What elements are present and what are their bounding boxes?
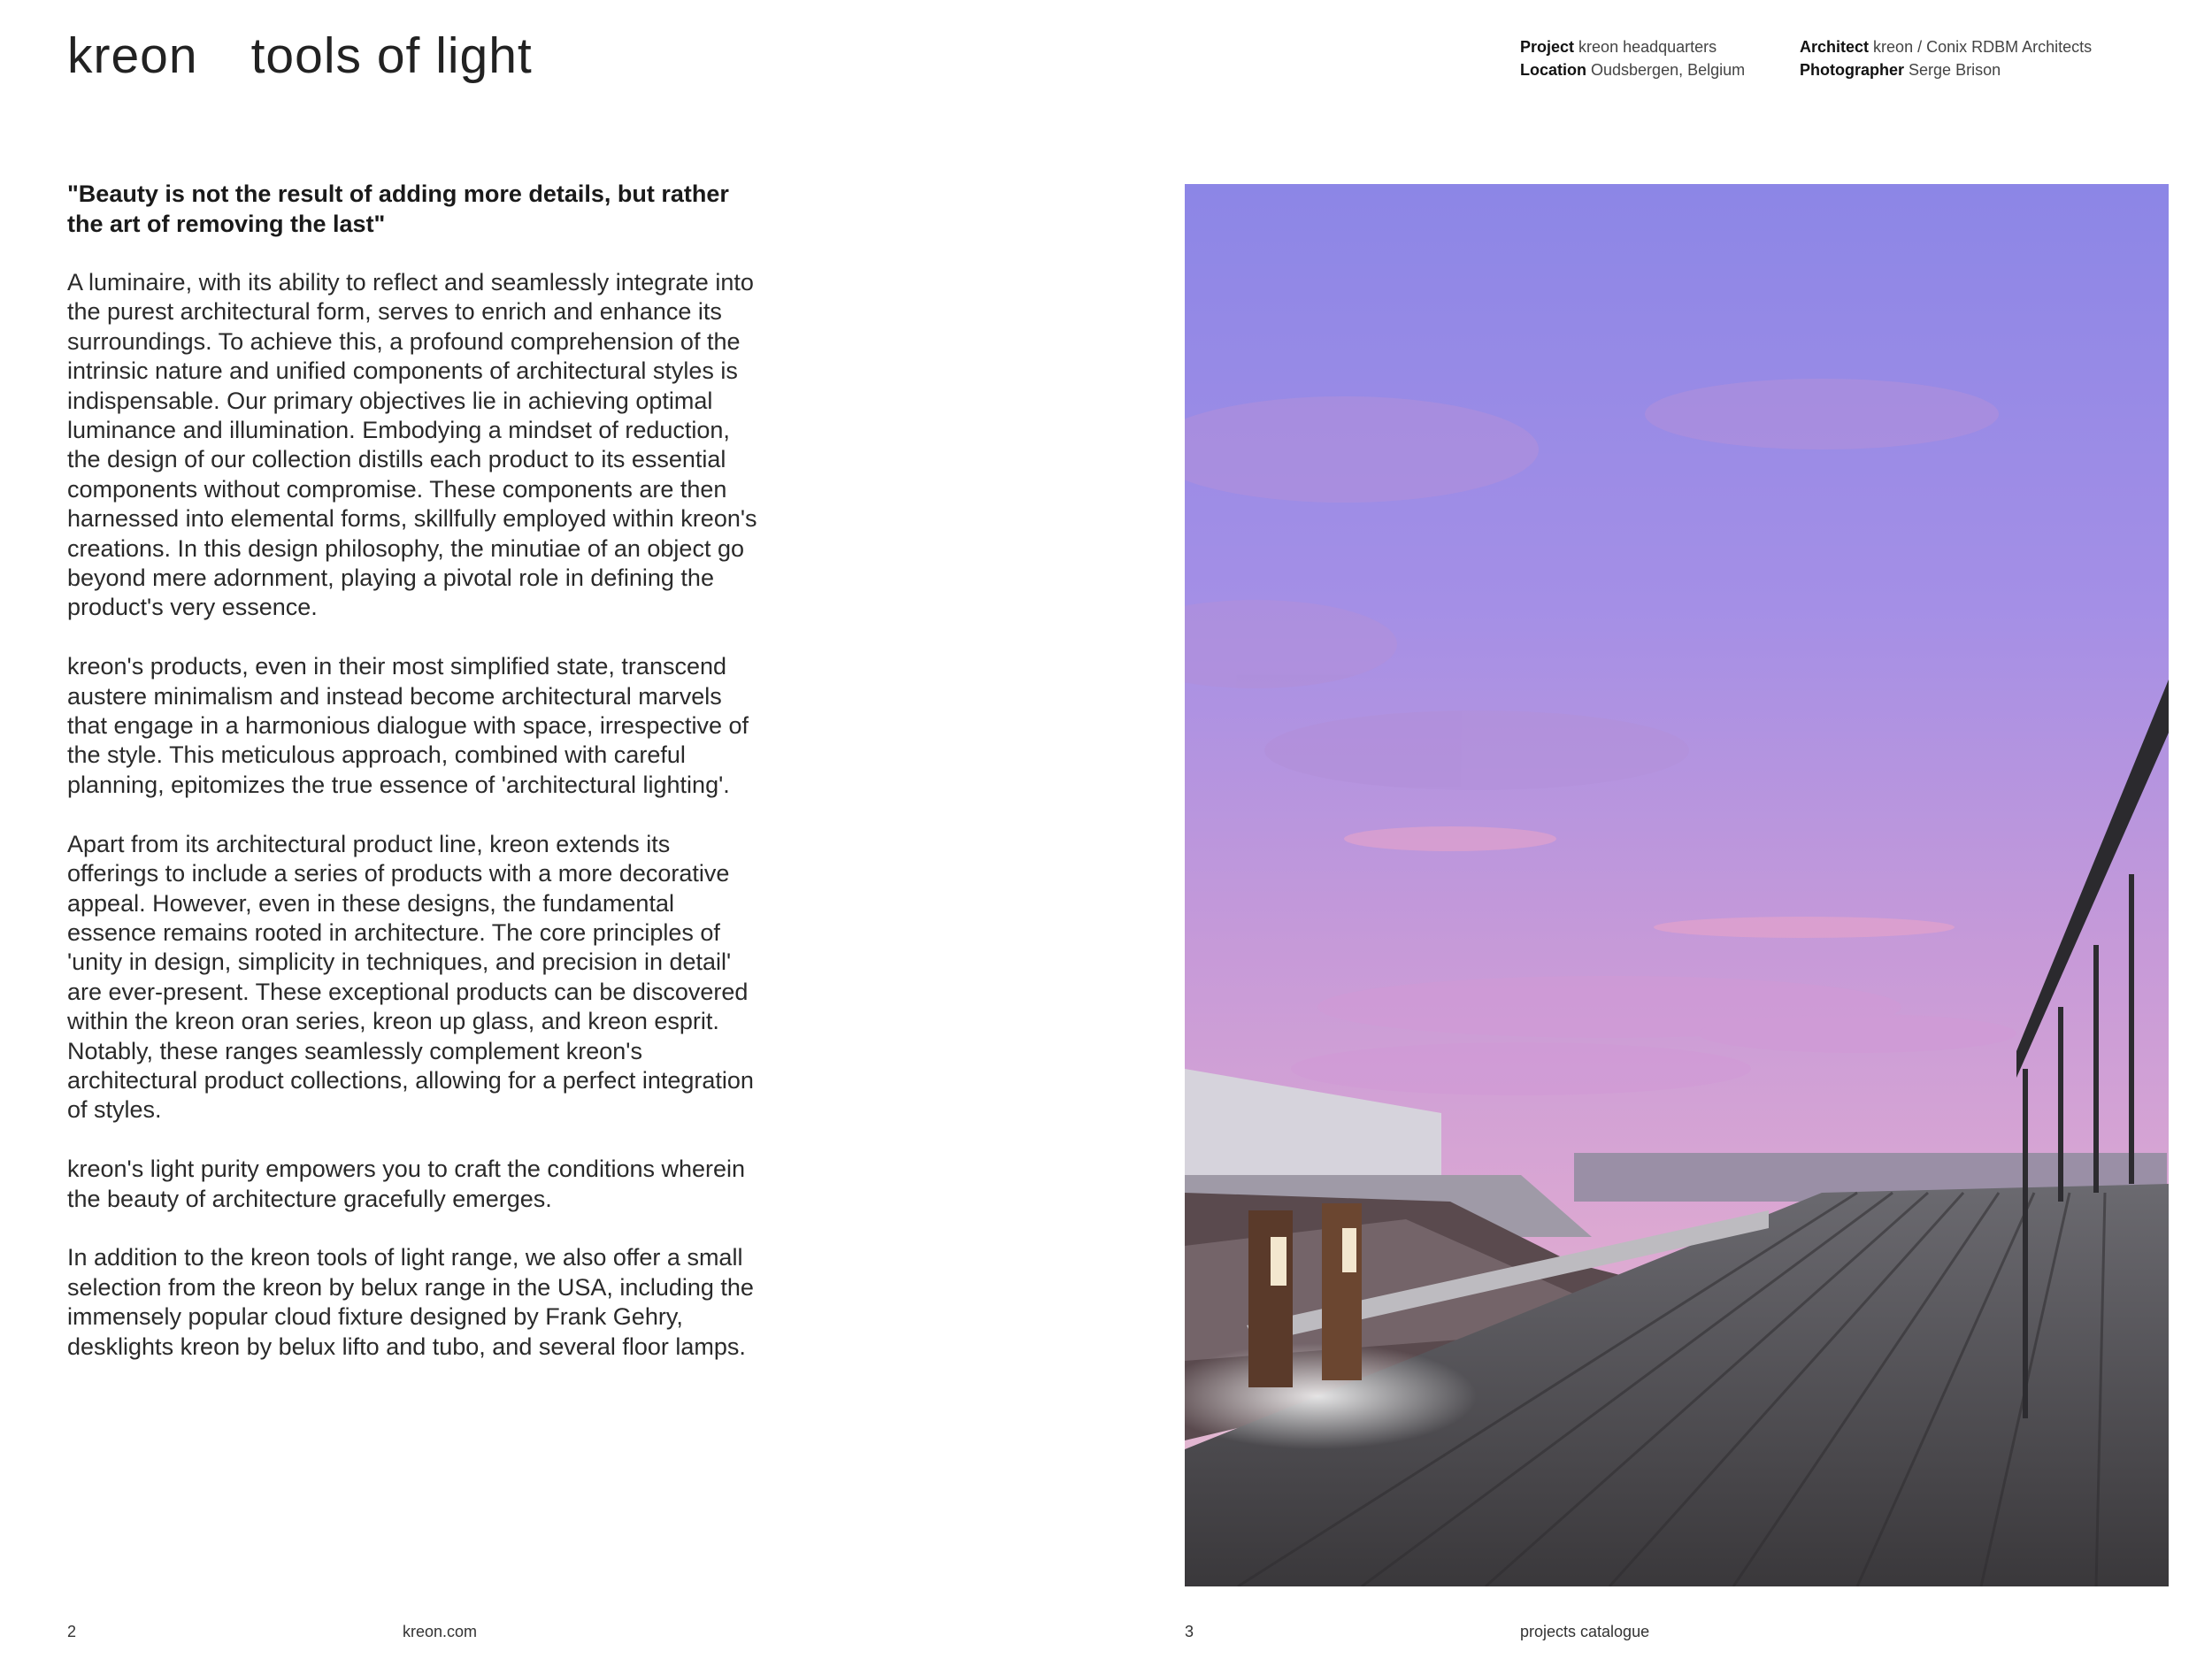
location-label: Location <box>1520 61 1586 79</box>
left-page-number: 2 <box>67 1623 77 1640</box>
pull-quote: "Beauty is not the result of adding more details, but rather the art of removing the last" <box>67 180 729 237</box>
right-page-number: 3 <box>1185 1623 1194 1640</box>
brand-name: kreon <box>67 27 198 84</box>
project-label: Project <box>1520 38 1575 56</box>
paragraph: In addition to the kreon tools of light range, we also offer a small selection from the kreon by belux range in the USA, including the immensely popular cloud fixture designed by Frank Gehry, desklights kreon by belux lifto and tubo, and several floor lamps. <box>67 1244 754 1360</box>
photographer-value: Serge Brison <box>1909 61 2001 79</box>
paragraph: Apart from its architectural product line, kreon extends its offerings to include a series of products with a more decorative appeal. However, even in these designs, the fundamental essence remains rooted in architecture. The core principles of 'unity in design, simplicity in techniques, and precision in detail' are ever-present. These exceptional products can be discovered within the kreon oran series, kreon up glass, and kreon esprit. Notably, these ranges seamlessly complement kreon's architectural product collections, allowing for a perfect integration of styles. <box>67 830 754 1124</box>
architect-value: kreon / Conix RDBM Architects <box>1873 38 2093 56</box>
architect-label: Architect <box>1800 38 1870 56</box>
project-photo <box>1185 184 2169 1586</box>
brand-tagline: tools of light <box>250 27 533 84</box>
paragraph: A luminaire, with its ability to reflect and seamlessly integrate into the purest architectural form, serves to enrich and enhance its surroundings. To achieve this, a profound comprehension of the intrinsic nature and unified components of architectural styles is indispensable. Our primary objectives lie in achieving optimal luminance and illumination. Embodying a mindset of reduction, the design of our collection distills each product to its essential components without compromise. These components are then harnessed into elemental forms, skillfully employed within kreon's creations. In this design philosophy, the minutiae of an object go beyond mere adornment, playing a pivotal role in defining the product's very essence. <box>67 269 757 621</box>
project-value: kreon headquarters <box>1578 38 1717 56</box>
location-value: Oudsbergen, Belgium <box>1591 61 1746 79</box>
footer-catalogue-label: projects catalogue <box>1520 1623 1650 1640</box>
project-meta-right <box>1800 35 2092 81</box>
paragraph: kreon's light purity empowers you to craft the conditions wherein the beauty of architecture gracefully emerges. <box>67 1156 746 1212</box>
paragraph: kreon's products, even in their most simplified state, transcend austere minimalism and instead become architectural marvels that engage in a harmonious dialogue with space, irrespective of the style. This meticulous approach, combined with careful planning, epitomizes the true essence of 'architectural lighting'. <box>67 653 749 798</box>
article-body <box>67 268 757 1391</box>
terrace-photo-illustration <box>1185 184 2169 1586</box>
footer-site-link[interactable]: kreon.com <box>403 1623 478 1640</box>
project-meta-left <box>1520 35 1745 81</box>
brand-logo <box>67 27 533 85</box>
photographer-label: Photographer <box>1800 61 1905 79</box>
